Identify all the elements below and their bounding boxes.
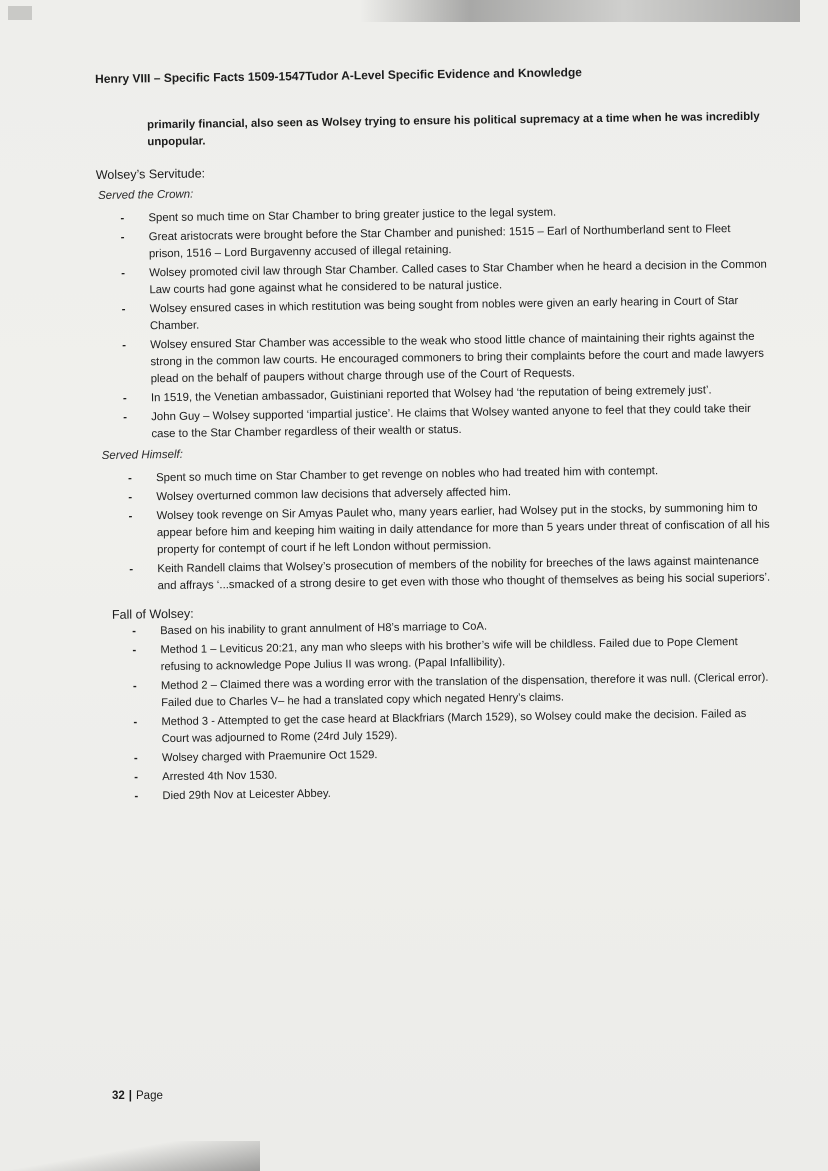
servitude-section	[96, 157, 772, 596]
scan-top-shadow	[360, 0, 800, 22]
served-crown-title: Served the Crown:	[98, 188, 194, 202]
list-item: - Method 2 – Claimed there was a wording error with the translation of the dispensation, therefore it was null. (Clerical error). Failed due to Charles V– he had a translated copy which negated Henry’s claims.	[103, 670, 773, 713]
list-item: - Spent so much time on Star Chamber to get revenge on nobles who had treated him with contempt.	[100, 462, 770, 488]
list-item: - Based on his inability to grant annulment of H8’s marriage to CoA.	[102, 615, 772, 641]
list-item: - Wolsey charged with Praemunire Oct 1529.	[104, 742, 774, 768]
served-himself-title: Served Himself:	[101, 448, 183, 462]
list-item: - Wolsey promoted civil law through Star Chamber. Called cases to Star Chamber when he heard a decision in the Common Law courts had gone against what he considered to be natural justice.	[97, 257, 767, 300]
list-item: - Wolsey took revenge on Sir Amyas Paulet who, many years earlier, had Wolsey put in the stocks, by summoning him to appear before him and keeping him waiting in daily attendance for more than 5 years under threat of confiscation of all his property for contempt of court if he left London without permission.	[100, 500, 771, 560]
page-label: Page	[136, 1090, 163, 1102]
served-crown-list	[96, 202, 769, 444]
page-separator: |	[128, 1090, 133, 1102]
list-item: - Wolsey overturned common law decisions that adversely affected him.	[100, 481, 770, 507]
served-himself-list	[100, 462, 772, 596]
list-item: - Keith Randell claims that Wolsey’s prosecution of members of the nobility for breeches of the laws against maintenance and affrays ‘...smacked of a strong desire to get even with those who thought of themselves as being his social superiors’.	[101, 553, 771, 596]
list-item: - Method 1 – Leviticus 20:21, any man who sleeps with his brother’s wife will be childless. Failed due to Pope Clement refusing to acknowledge Pope Julius II was wrong. (Papal Infallibility).	[102, 634, 772, 677]
list-item: - Arrested 4th Nov 1530.	[104, 761, 774, 787]
list-item: - Died 29th Nov at Leicester Abbey.	[104, 780, 774, 806]
page-footer	[112, 1090, 163, 1102]
list-item: - John Guy – Wolsey supported ‘impartial justice’. He claims that Wolsey wanted anyone to feel that they could take their case to the Star Chamber regardless of their wealth or status.	[99, 401, 769, 444]
list-item: - Spent so much time on Star Chamber to bring greater justice to the legal system.	[96, 202, 766, 228]
list-item: - Wolsey ensured Star Chamber was accessible to the weak who stood little chance of maintaining their rights against the strong in the common law courts. He encouraged commoners to bring their complaints before the court and made lawyers plead on the behalf of paupers without charge through use of the Court of Requests.	[98, 329, 769, 389]
list-item: - Wolsey ensured cases in which restitution was being sought from nobles were given an early hearing in Court of Star Chamber.	[98, 293, 768, 336]
list-item: - Great aristocrats were brought before the Star Chamber and punished: 1515 – Earl of Northumberland sent to Fleet prison, 1516 – Lord Burgavenny accused of illegal retaining.	[97, 221, 767, 264]
page-content	[95, 109, 775, 808]
list-item: - Method 3 - Attempted to get the case heard at Blackfriars (March 1529), so Wolsey could make the decision. Failed as Court was adjourned to Rome (24rd July 1529).	[103, 706, 773, 749]
scan-corner-mark	[8, 6, 32, 20]
intro-paragraph: primarily financial, also seen as Wolsey trying to ensure his political supremacy at a time when he was incredibly unpopular.	[147, 110, 760, 149]
scan-bottom-shadow	[0, 1141, 260, 1171]
fall-title: Fall of Wolsey:	[111, 606, 194, 622]
served-crown-subsection	[96, 179, 770, 444]
served-himself-subsection	[100, 439, 772, 596]
page-header: Henry VIII – Specific Facts 1509-1547Tudor A-Level Specific Evidence and Knowledge	[95, 65, 582, 86]
servitude-title: Wolsey’s Servitude:	[95, 166, 206, 182]
fall-list	[102, 615, 774, 806]
page-number: 32	[112, 1090, 125, 1102]
list-item: - In 1519, the Venetian ambassador, Guistiniani reported that Wolsey had ‘the reputation of being extremely just’.	[99, 382, 769, 408]
fall-section	[102, 597, 775, 806]
